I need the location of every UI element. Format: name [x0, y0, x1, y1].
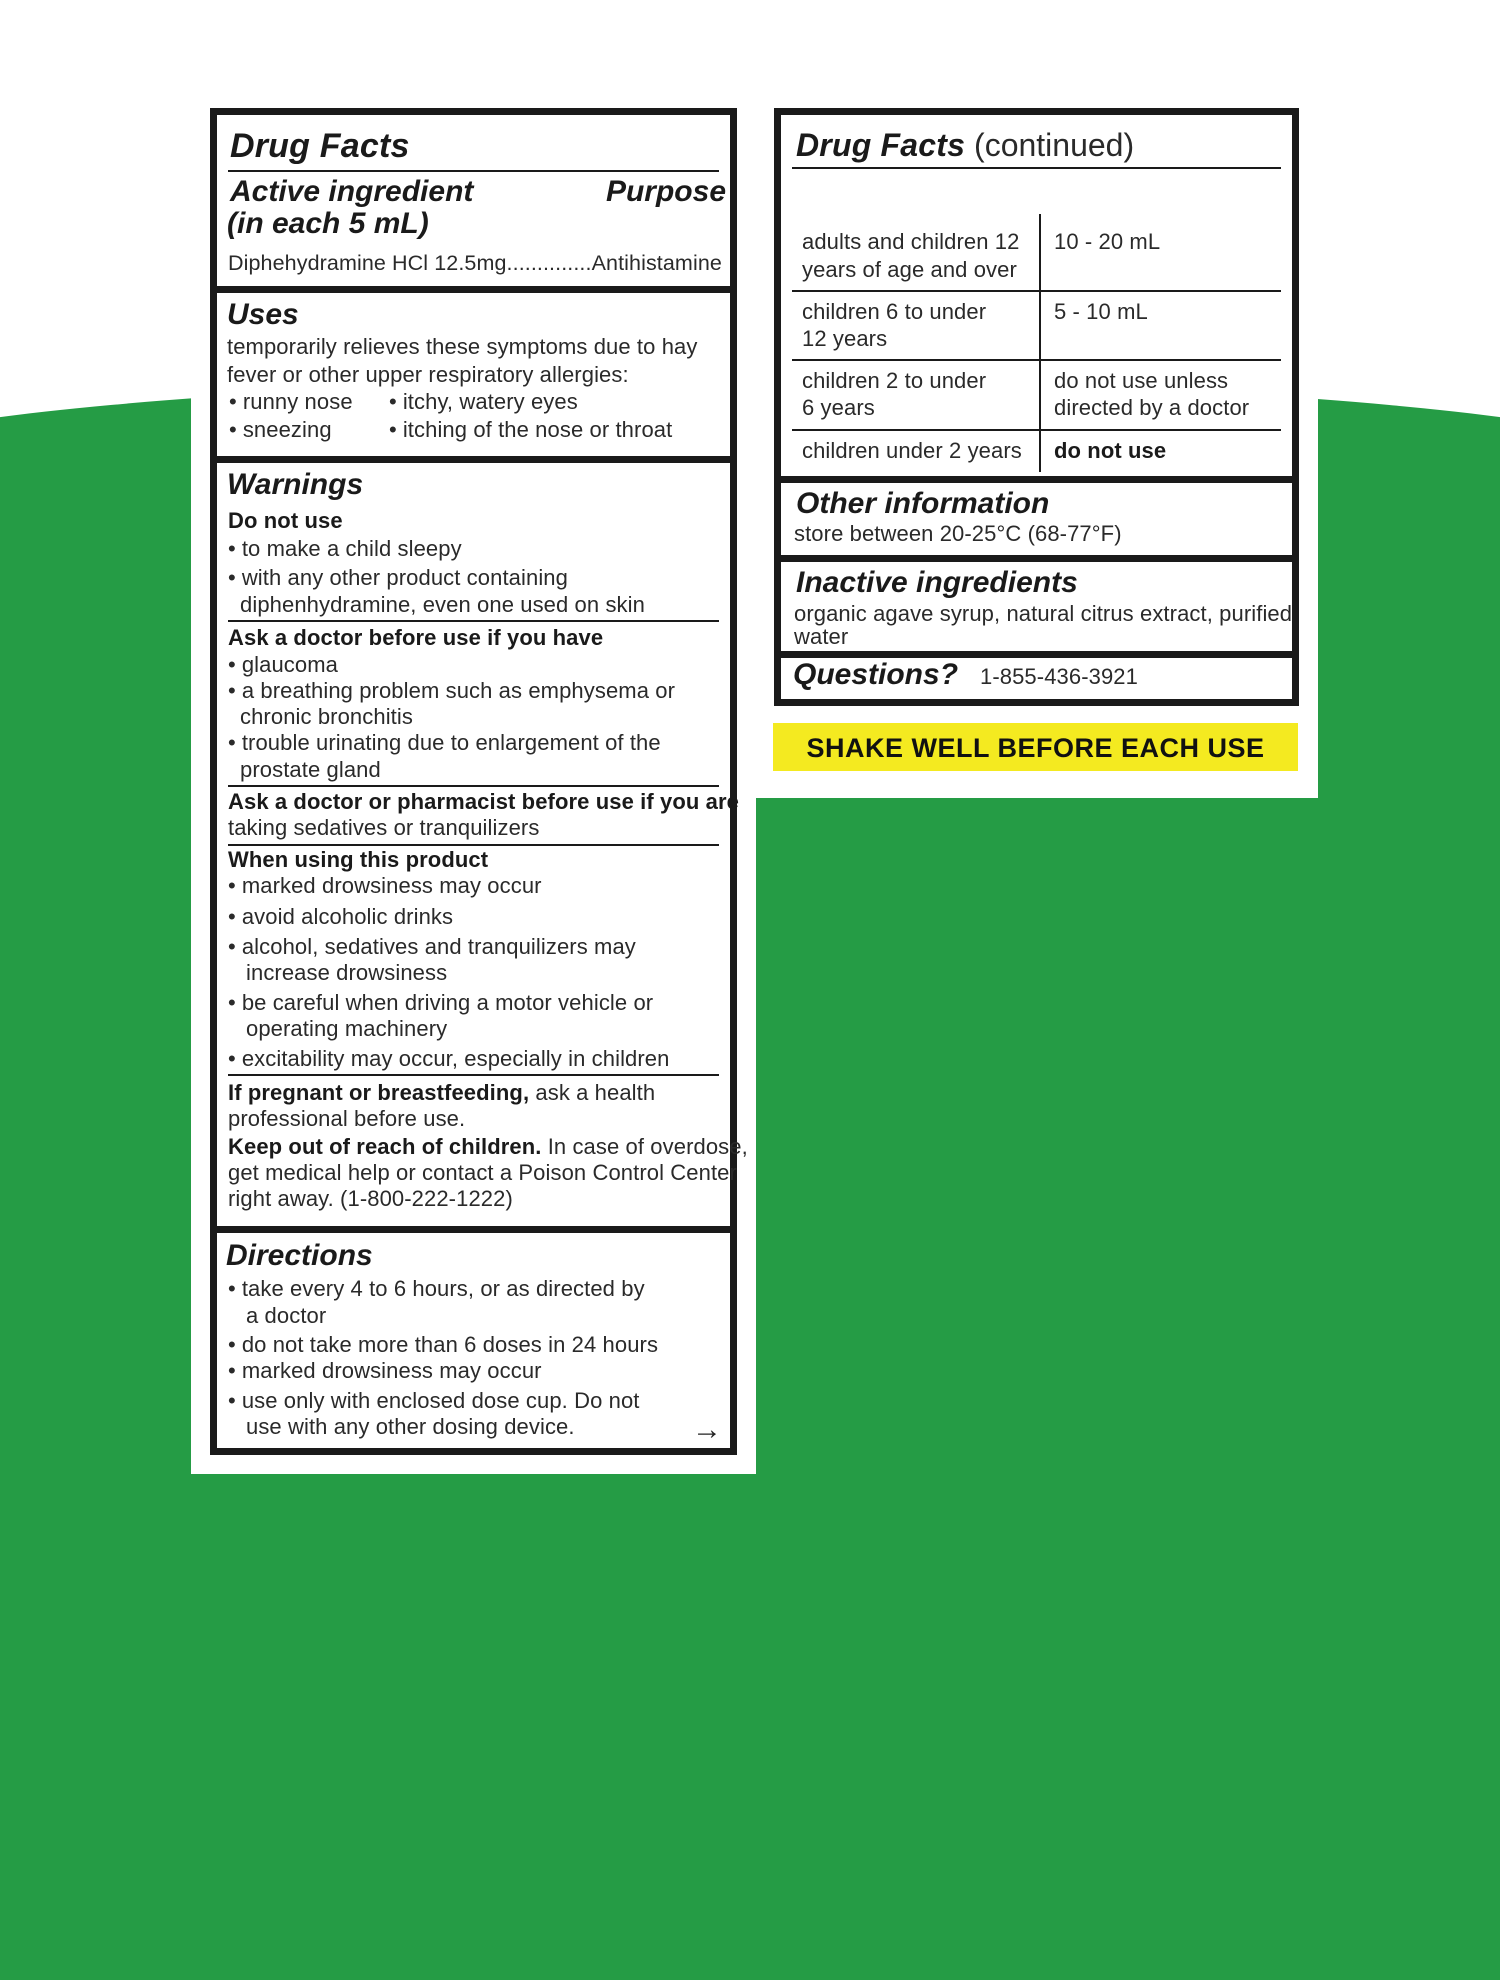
- dosing-dose-row-3-cont: directed by a doctor: [1054, 395, 1250, 420]
- drug-facts-title: Drug Facts: [230, 127, 410, 165]
- dosing-dose-row-2: 5 - 10 mL: [1054, 299, 1148, 324]
- drug-facts-continued-title: Drug Facts (continued): [796, 127, 1135, 163]
- questions-section: [781, 651, 1292, 699]
- ask-pharmacist-text: taking sedatives or tranquilizers: [228, 815, 540, 840]
- ask-doctor-item-2: • a breathing problem such as emphysema or: [228, 678, 675, 704]
- ask-pharmacist-heading: Ask a doctor or pharmacist before use if you are: [228, 789, 739, 814]
- warnings-heading: Warnings: [227, 468, 364, 501]
- ask-doctor-item-1: • glaucoma: [228, 652, 338, 678]
- uses-line-2: fever or other upper respiratory allergies:: [227, 362, 629, 387]
- directions-item-4-cont: use with any other dosing device.: [246, 1414, 575, 1439]
- when-using-heading: When using this product: [228, 847, 489, 872]
- active-ingredient-section: [217, 115, 730, 287]
- do-not-use-item-2: • with any other product containing: [228, 565, 568, 591]
- when-using-item-3: • alcohol, sedatives and tranquilizers may: [228, 934, 636, 960]
- directions-item-3: • marked drowsiness may occur: [228, 1358, 542, 1384]
- other-information-section: [781, 476, 1292, 556]
- questions-heading: Questions?: [793, 658, 959, 691]
- directions-heading: Directions: [226, 1239, 373, 1272]
- dosing-age-row-2-cont: 12 years: [802, 326, 888, 351]
- dosing-age-row-4: children under 2 years: [802, 438, 1022, 463]
- dosing-age-row-1: adults and children 12: [802, 229, 1020, 254]
- directions-section: [217, 1226, 730, 1448]
- warnings-rule-1: [228, 620, 719, 622]
- directions-item-1-cont: a doctor: [246, 1303, 327, 1328]
- directions-dosing-section: [781, 115, 1292, 477]
- when-using-item-4: • be careful when driving a motor vehicle or: [228, 990, 653, 1016]
- other-information-heading: Other information: [796, 487, 1050, 520]
- warnings-rule-4: [228, 1074, 719, 1076]
- do-not-use-item-1: • to make a child sleepy: [228, 536, 462, 562]
- uses-item-itchy-eyes: • itchy, watery eyes: [389, 389, 578, 415]
- when-using-item-5: • excitability may occur, especially in children: [228, 1046, 669, 1072]
- when-using-item-4-cont: operating machinery: [246, 1016, 448, 1041]
- pregnancy-warning: If pregnant or breastfeeding, ask a health: [228, 1080, 656, 1105]
- uses-section: [217, 286, 730, 456]
- warnings-rule-2: [228, 785, 719, 787]
- dosing-dose-row-3: do not use unless: [1054, 368, 1229, 393]
- other-information-text: store between 20-25°C (68-77°F): [794, 521, 1122, 546]
- uses-item-sneezing: • sneezing: [229, 417, 332, 443]
- continue-arrow-icon: →: [692, 1413, 722, 1446]
- do-not-use-heading: Do not use: [228, 508, 343, 533]
- keep-out-of-reach-cont-2: right away. (1-800-222-1222): [228, 1186, 513, 1211]
- dosing-dose-row-4: do not use: [1054, 438, 1167, 463]
- pregnancy-warning-cont: professional before use.: [228, 1106, 466, 1131]
- when-using-item-2: • avoid alcoholic drinks: [228, 904, 453, 930]
- directions-item-1: • take every 4 to 6 hours, or as directed by: [228, 1276, 645, 1302]
- warnings-section: [217, 456, 748, 1227]
- questions-phone: 1-855-436-3921: [980, 664, 1138, 689]
- inactive-ingredients-heading: Inactive ingredients: [796, 566, 1078, 599]
- uses-item-runny-nose: • runny nose: [229, 389, 353, 415]
- dosing-age-row-3: children 2 to under: [802, 368, 987, 393]
- dosing-age-row-3-cont: 6 years: [802, 395, 875, 420]
- ask-doctor-item-3: • trouble urinating due to enlargement of the: [228, 730, 661, 756]
- inactive-ingredients-text-cont: water: [794, 624, 849, 649]
- directions-item-4: • use only with enclosed dose cup. Do not: [228, 1388, 640, 1414]
- dosing-age-row-2: children 6 to under: [802, 299, 987, 324]
- uses-item-itching: • itching of the nose or throat: [389, 417, 672, 443]
- continued-title-rule: [792, 167, 1281, 169]
- dosing-row-rule-3: [792, 429, 1281, 431]
- drug-facts-continued-panel: [774, 108, 1299, 706]
- do-not-use-item-2-cont: diphenhydramine, even one used on skin: [240, 592, 645, 617]
- active-ingredient-heading: Active ingredient: [230, 175, 474, 208]
- inactive-ingredients-section: [781, 555, 1292, 652]
- dosing-row-rule-1: [792, 290, 1281, 292]
- ask-doctor-item-2-cont: chronic bronchitis: [240, 704, 413, 729]
- dosing-row-rule-2: [792, 359, 1281, 361]
- active-ingredient-subheading: (in each 5 mL): [227, 207, 429, 240]
- drug-facts-panel: [210, 108, 748, 1455]
- active-ingredient-line: Diphehydramine HCl 12.5mg..............Antihistamine: [228, 251, 722, 275]
- ask-doctor-heading: Ask a doctor before use if you have: [228, 625, 604, 650]
- when-using-item-3-cont: increase drowsiness: [246, 960, 448, 985]
- when-using-item-1: • marked drowsiness may occur: [228, 873, 542, 899]
- dosing-table-divider: [1039, 214, 1041, 472]
- directions-item-2: • do not take more than 6 doses in 24 hours: [228, 1332, 658, 1358]
- title-rule: [228, 170, 719, 172]
- keep-out-of-reach: Keep out of reach of children. In case of overdose,: [228, 1134, 748, 1159]
- uses-line-1: temporarily relieves these symptoms due to hay: [227, 334, 698, 359]
- ask-doctor-item-3-cont: prostate gland: [240, 757, 381, 782]
- uses-heading: Uses: [227, 298, 299, 331]
- dosing-age-row-1-cont: years of age and over: [802, 257, 1017, 282]
- purpose-heading: Purpose: [605, 175, 726, 208]
- dosing-dose-row-1: 10 - 20 mL: [1054, 229, 1161, 254]
- inactive-ingredients-text: organic agave syrup, natural citrus extract, purified: [794, 601, 1293, 626]
- warnings-rule-3: [228, 844, 719, 846]
- keep-out-of-reach-cont-1: get medical help or contact a Poison Control Center: [228, 1160, 737, 1185]
- shake-well-banner: SHAKE WELL BEFORE EACH USE: [773, 723, 1298, 771]
